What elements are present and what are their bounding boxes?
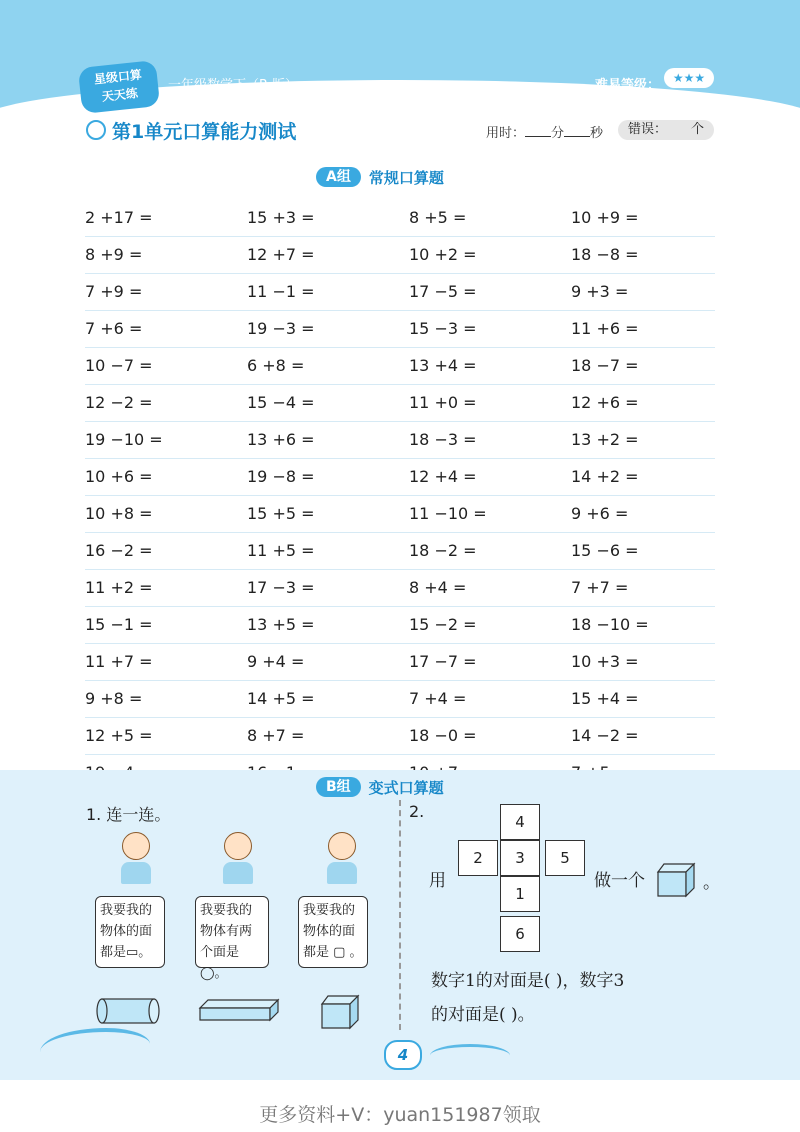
child-3 [322, 832, 362, 884]
arithmetic-problem[interactable]: 9 +6 = [571, 504, 629, 523]
problem-row [85, 311, 715, 348]
logo-line-2: 天天练 [101, 86, 139, 104]
section-b-badge: B组 [316, 777, 361, 797]
series-logo [78, 60, 160, 114]
arithmetic-problem[interactable]: 11 +0 = [409, 393, 477, 412]
page-number: 4 [384, 1040, 422, 1070]
arithmetic-problem[interactable]: 17 −3 = [247, 578, 315, 597]
problem-row [85, 644, 715, 681]
problem-row [85, 274, 715, 311]
arithmetic-problem[interactable]: 12 −2 = [85, 393, 153, 412]
speech-bubble-1 [95, 896, 165, 968]
problem-row [85, 348, 715, 385]
arithmetic-problem[interactable]: 2 +17 = [85, 208, 153, 227]
arithmetic-problem[interactable]: 16 −2 = [85, 541, 153, 560]
time-used [486, 122, 603, 141]
alarm-clock-icon [86, 120, 106, 140]
net-face-top: 4 [500, 804, 540, 840]
section-a-title: 常规口算题 [368, 168, 444, 187]
second-blank[interactable] [564, 136, 590, 137]
problem-row [85, 570, 715, 607]
net-face-right: 5 [545, 840, 585, 876]
arithmetic-problem[interactable]: 12 +6 = [571, 393, 639, 412]
arithmetic-problem[interactable]: 11 +5 = [247, 541, 315, 560]
bubble-3-line-3: 都是 ▢ 。 [303, 945, 363, 960]
arithmetic-problem[interactable]: 14 +5 = [247, 689, 315, 708]
arithmetic-problem[interactable]: 9 +3 = [571, 282, 629, 301]
arithmetic-problem[interactable]: 6 +8 = [247, 356, 305, 375]
problem-row [85, 200, 715, 237]
arithmetic-grid [85, 200, 715, 792]
arithmetic-problem[interactable]: 10 +9 = [571, 208, 639, 227]
arithmetic-problem[interactable]: 10 −7 = [85, 356, 153, 375]
answer-line-1[interactable]: 数字1的对面是( )，数字3 [431, 971, 625, 991]
grade-label: 一年级数学下（R 版） [168, 78, 299, 93]
arithmetic-problem[interactable]: 13 +5 = [247, 615, 315, 634]
arithmetic-problem[interactable]: 11 −1 = [247, 282, 315, 301]
second-label: 秒 [590, 126, 604, 141]
arithmetic-problem[interactable]: 7 +9 = [85, 282, 143, 301]
arithmetic-problem[interactable]: 17 −5 = [409, 282, 477, 301]
arithmetic-problem[interactable]: 11 +7 = [85, 652, 153, 671]
bubble-3-line-2: 物体的面 [303, 924, 356, 939]
arithmetic-problem[interactable]: 15 +5 = [247, 504, 315, 523]
problem-row [85, 459, 715, 496]
bubble-3-line-1: 我要我的 [303, 903, 356, 918]
wave-decoration-right [430, 1044, 510, 1067]
section-a-header [316, 166, 444, 188]
arithmetic-problem[interactable]: 9 +8 = [85, 689, 143, 708]
arithmetic-problem[interactable]: 7 +4 = [409, 689, 467, 708]
footer-note: 更多资料+V：yuan151987领取 [259, 1104, 541, 1126]
arithmetic-problem[interactable]: 11 −10 = [409, 504, 487, 523]
arithmetic-problem[interactable]: 7 +6 = [85, 319, 143, 338]
use-text: 用 [429, 871, 446, 891]
problem-row [85, 385, 715, 422]
arithmetic-problem[interactable]: 15 −1 = [85, 615, 153, 634]
problem-row [85, 681, 715, 718]
arithmetic-problem[interactable]: 11 +6 = [571, 319, 639, 338]
arithmetic-problem[interactable]: 7 +7 = [571, 578, 629, 597]
arithmetic-problem[interactable]: 18 −8 = [571, 245, 639, 264]
arithmetic-problem[interactable]: 15 +4 = [571, 689, 639, 708]
arithmetic-problem[interactable]: 13 +4 = [409, 356, 477, 375]
section-b-header [316, 776, 444, 798]
arithmetic-problem[interactable]: 10 +2 = [409, 245, 477, 264]
logo-line-1: 星级口算 [93, 67, 143, 87]
arithmetic-problem[interactable]: 15 −6 = [571, 541, 639, 560]
net-face-below-1: 1 [500, 876, 540, 912]
child-1 [116, 832, 156, 884]
problem-row [85, 496, 715, 533]
arithmetic-problem[interactable]: 18 −7 = [571, 356, 639, 375]
net-face-below-2: 6 [500, 916, 540, 952]
bubble-1-line-1: 我要我的 [100, 903, 153, 918]
problem-row [85, 533, 715, 570]
difficulty-stars: ★★★ [664, 68, 714, 88]
minute-label: 分 [551, 126, 565, 141]
speech-bubble-3 [298, 896, 368, 968]
errors-label: 错误： [628, 122, 668, 137]
arithmetic-problem[interactable]: 12 +4 = [409, 467, 477, 486]
question-1-label: 1. 连一连。 [86, 805, 171, 824]
bubble-1-line-2: 物体的面 [100, 924, 153, 939]
arithmetic-problem[interactable]: 18 −0 = [409, 726, 477, 745]
problem-row [85, 718, 715, 755]
arithmetic-problem[interactable]: 18 −2 = [409, 541, 477, 560]
arithmetic-problem[interactable]: 15 +3 = [247, 208, 315, 227]
error-count[interactable] [618, 120, 714, 140]
arithmetic-problem[interactable]: 18 −10 = [571, 615, 649, 634]
section-a-badge: A组 [316, 167, 361, 187]
arithmetic-problem[interactable]: 8 +7 = [247, 726, 305, 745]
arithmetic-problem[interactable]: 13 +6 = [247, 430, 315, 449]
child-2 [218, 832, 258, 884]
arithmetic-problem[interactable]: 9 +4 = [247, 652, 305, 671]
bubble-1-line-3: 都是▭。 [100, 945, 152, 960]
answer-line-2[interactable]: 的对面是( )。 [431, 1005, 535, 1025]
problem-row [85, 237, 715, 274]
arithmetic-problem[interactable]: 13 +2 = [571, 430, 639, 449]
arithmetic-problem[interactable]: 19 −8 = [247, 467, 315, 486]
problem-row [85, 607, 715, 644]
arithmetic-problem[interactable]: 15 −2 = [409, 615, 477, 634]
make-period: 。 [703, 873, 720, 893]
arithmetic-problem[interactable]: 19 −10 = [85, 430, 163, 449]
arithmetic-problem[interactable]: 10 +8 = [85, 504, 153, 523]
bubble-2-line-3: 个面是◯。 [200, 945, 240, 981]
arithmetic-problem[interactable]: 12 +5 = [85, 726, 153, 745]
arithmetic-problem[interactable]: 10 +6 = [85, 467, 153, 486]
arithmetic-problem[interactable]: 17 −7 = [409, 652, 477, 671]
cube-shape[interactable] [320, 994, 360, 1030]
question-2-label: 2. [409, 802, 425, 821]
cuboid-shape[interactable] [198, 998, 280, 1022]
result-cube-icon [656, 862, 696, 898]
net-face-center: 3 [500, 840, 540, 876]
difficulty-label: 难易等级： [595, 78, 661, 93]
arithmetic-problem[interactable]: 15 −4 = [247, 393, 315, 412]
speech-bubble-2 [195, 896, 269, 981]
cylinder-shape[interactable] [96, 996, 162, 1026]
bubble-2-line-2: 物体有两 [200, 924, 253, 939]
arithmetic-problem[interactable]: 8 +9 = [85, 245, 143, 264]
net-face-left: 2 [458, 840, 498, 876]
arithmetic-problem[interactable]: 19 −3 = [247, 319, 315, 338]
page-title: 第1单元口算能力测试 [112, 121, 297, 143]
bubble-2-line-1: 我要我的 [200, 903, 253, 918]
arithmetic-problem[interactable]: 8 +5 = [409, 208, 467, 227]
problem-row [85, 422, 715, 459]
section-b-title: 变式口算题 [368, 778, 444, 797]
arithmetic-problem[interactable]: 18 −3 = [409, 430, 477, 449]
time-label: 用时： [486, 126, 526, 141]
arithmetic-problem[interactable]: 14 −2 = [571, 726, 639, 745]
arithmetic-problem[interactable]: 14 +2 = [571, 467, 639, 486]
make-text: 做一个 [594, 871, 645, 891]
arithmetic-problem[interactable]: 11 +2 = [85, 578, 153, 597]
arithmetic-problem[interactable]: 10 +3 = [571, 652, 639, 671]
arithmetic-problem[interactable]: 8 +4 = [409, 578, 467, 597]
arithmetic-problem[interactable]: 12 +7 = [247, 245, 315, 264]
minute-blank[interactable] [525, 136, 551, 137]
errors-unit: 个 [690, 122, 704, 137]
column-divider [399, 800, 401, 1030]
arithmetic-problem[interactable]: 15 −3 = [409, 319, 477, 338]
